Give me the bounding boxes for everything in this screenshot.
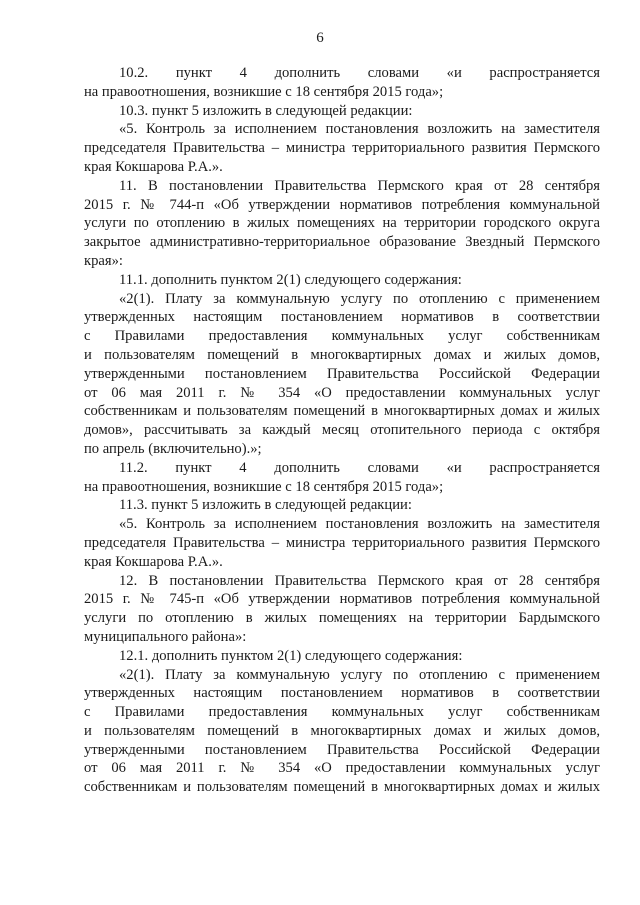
text-line: собственникам и пользователям помещений в многоквартирных домах и жилых	[84, 779, 600, 796]
text-line: закрытое административно-территориальное образование Звездный Пермского	[84, 234, 600, 251]
text-line: утвержденных настоящим постановлением нормативов в соответствии	[84, 309, 600, 326]
text-line: «5. Контроль за исполнением постановления возложить на заместителя	[119, 516, 600, 533]
text-line: 11. В постановлении Правительства Пермского края от 28 сентября	[119, 177, 600, 194]
text-line: утвержденными постановлением Правительства Российской Федерации	[84, 741, 600, 758]
text-line: края Кокшарова Р.А.».	[84, 553, 223, 570]
text-line: 2015 г. № 745-п «Об утверждении нормативов потребления коммунальной	[84, 591, 600, 608]
text-line: председателя Правительства – министра территориального развития Пермского	[84, 140, 600, 157]
text-line: с Правилами предоставления коммунальных услуг собственникам	[84, 704, 600, 721]
text-line: «2(1). Плату за коммунальную услугу по отоплению с применением	[119, 290, 600, 307]
text-line: 11.2. пункт 4 дополнить словами «и распространяется	[119, 459, 600, 476]
text-line: края Кокшарова Р.А.».	[84, 158, 223, 175]
text-line: утвержденных настоящим постановлением нормативов в соответствии	[84, 685, 600, 702]
text-line: председателя Правительства – министра территориального развития Пермского	[84, 534, 600, 551]
page-number: 6	[316, 30, 324, 46]
text-line: муниципального района»:	[84, 628, 247, 645]
text-line: 2015 г. № 744-п «Об утверждении нормативов потребления коммунальной	[84, 196, 600, 213]
text-line: 11.1. дополнить пунктом 2(1) следующего содержания:	[119, 271, 462, 288]
text-line: по апрель (включительно).»;	[84, 440, 262, 457]
text-line: услуги по отоплению в жилых помещениях на территории Бардымского	[84, 610, 600, 627]
text-line: и пользователям помещений в многоквартирных домах и жилых домов,	[84, 346, 600, 363]
text-line: от 06 мая 2011 г. № 354 «О предоставлении коммунальных услуг	[84, 760, 600, 777]
text-line: 10.3. пункт 5 изложить в следующей редакции:	[119, 102, 413, 119]
text-line: утвержденными постановлением Правительства Российской Федерации	[84, 365, 600, 382]
text-line: услуги по отоплению в жилых помещениях на территории городского округа	[84, 215, 600, 232]
text-line: с Правилами предоставления коммунальных услуг собственникам	[84, 328, 600, 345]
text-line: 12. В постановлении Правительства Пермского края от 28 сентября	[119, 572, 600, 589]
text-line: «5. Контроль за исполнением постановления возложить на заместителя	[119, 121, 600, 138]
text-line: 11.3. пункт 5 изложить в следующей редакции:	[119, 497, 412, 514]
text-line: 10.2. пункт 4 дополнить словами «и распространяется	[119, 65, 600, 81]
text-line: «2(1). Плату за коммунальную услугу по отоплению с применением	[119, 666, 600, 683]
text-line: на правоотношения, возникшие с 18 сентября 2015 года»;	[84, 83, 444, 100]
text-line: 12.1. дополнить пунктом 2(1) следующего содержания:	[119, 647, 463, 664]
document-body	[84, 64, 600, 797]
text-line: и пользователям помещений в многоквартирных домах и жилых домов,	[84, 722, 600, 739]
text-line: края»:	[84, 252, 123, 269]
text-line: домов», рассчитывать за каждый месяц отопительного периода с октября	[84, 422, 600, 439]
text-line: собственникам и пользователям помещений в многоквартирных домах и жилых	[84, 403, 600, 420]
text-line: на правоотношения, возникшие с 18 сентября 2015 года»;	[84, 478, 444, 495]
text-line: от 06 мая 2011 г. № 354 «О предоставлении коммунальных услуг	[84, 384, 600, 401]
